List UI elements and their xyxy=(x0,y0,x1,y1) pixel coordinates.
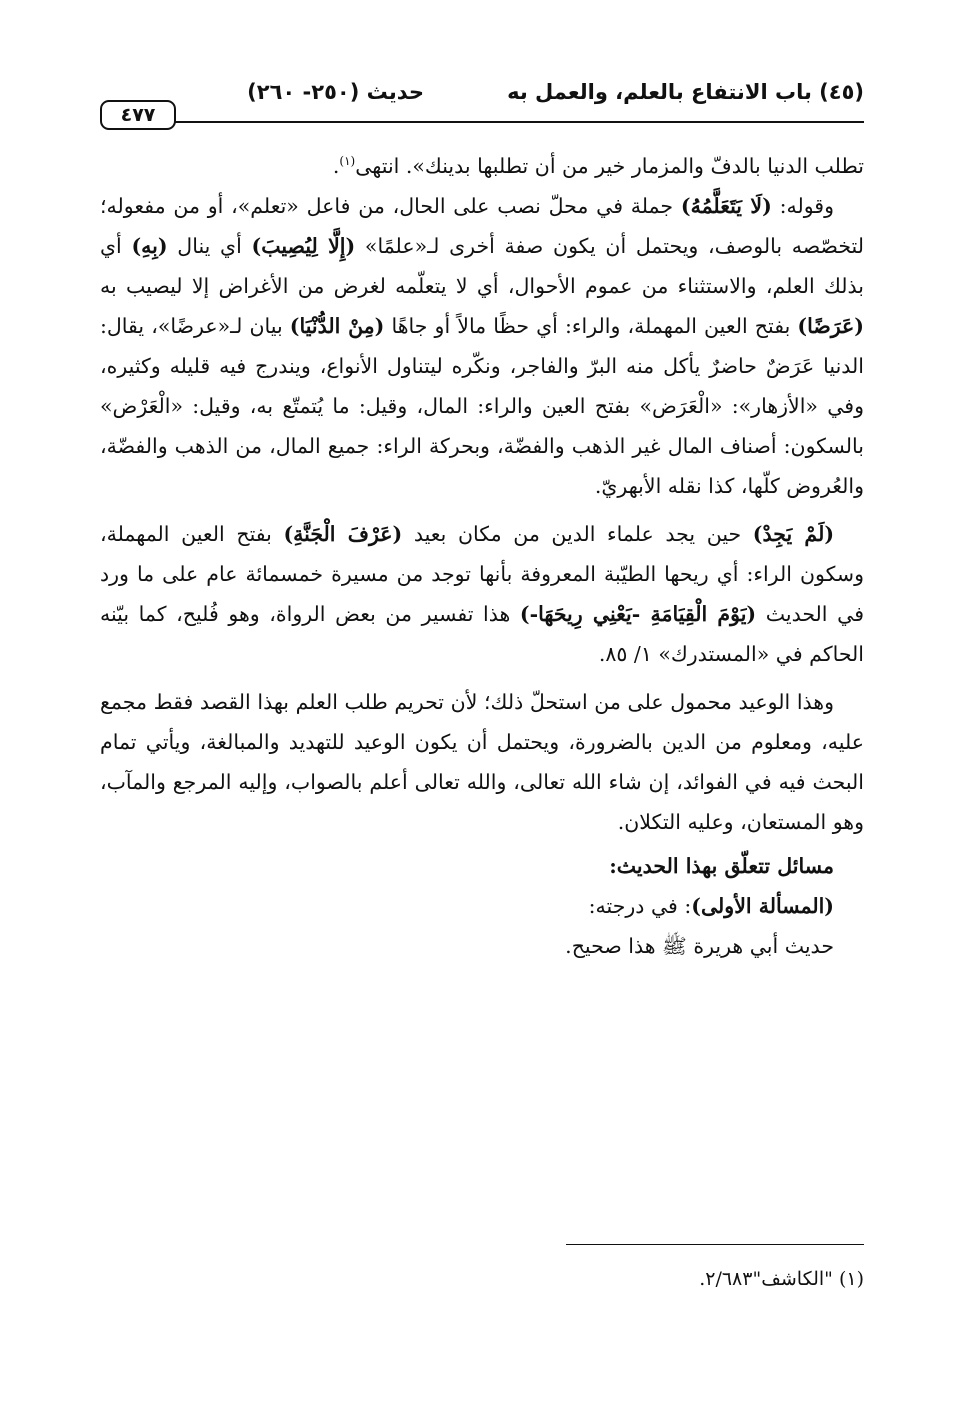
quote-illa-liyusiba: (إِلَّا لِيُصِيبَ) xyxy=(251,234,356,258)
issue-1-ruling: حديث أبي هريرة ﷺ هذا صحيح. xyxy=(565,934,834,958)
paragraph-2 xyxy=(100,186,864,506)
quote-bihi: (بِهِ) xyxy=(131,234,168,258)
chapter-title: (٤٥) باب الانتفاع بالعلم، والعمل به xyxy=(507,80,864,104)
p2-text-1: جملة في محلّ نصب على الحال، من فاعل «تعلم»، أو من مفعوله؛ لتخصّصه بالوصف، ويحتمل أن يكون صفة أخرى لـ«علمًا» xyxy=(100,194,864,258)
p2-intro: وقوله: xyxy=(771,194,834,218)
main-text xyxy=(100,146,864,966)
p2-text-5: بيان لـ«عرضًا»، يقال: الدنيا عَرَضٌ حاضرٌ يأكل منه البرّ والفاجر، ونكّره ليتناول الأنواع، ويندرج فيه قليله وكثيره، وفي «الأزهار»: «الْعَرَض» بفتح العين والراء: المال، وقيل: ما يُتمتّع به، وقيل: «الْعَرْض» بالسكون: أصناف المال غير الذهب والفضّة، وبحركة الراء: جميع المال، من الذهب والفضّة، والعُروض كلّها، كذا نقله الأبهريّ. xyxy=(100,314,864,498)
hadith-range: حديث (٢٥٠- ٢٦٠) xyxy=(247,80,424,104)
paragraph-1 xyxy=(100,146,864,186)
paragraph-4: وهذا الوعيد محمول على من استحلّ ذلك؛ لأن تحريم طلب العلم بهذا القصد فقط مجمع عليه، ومعلوم من الدين بالضرورة، ويحتمل أن يكون الوعيد للتهديد والمبالغة، ويأتي تمام البحث فيه في الفوائد، إن شاء الله تعالى، والله تعالى أعلم بالصواب، وإليه المرجع والمآب، وهو المستعان، وعليه التكلان. xyxy=(100,690,864,834)
paragraph-1-end: . xyxy=(332,154,340,178)
p2-text-2: أي ينال xyxy=(167,234,252,258)
quote-lam-yajid: (لَمْ يَجِدْ) xyxy=(752,522,835,546)
quote-la-yataallamuhu: (لَا يَتَعَلَّمُهُ) xyxy=(680,194,772,218)
p2-text-3: أي بذلك العلم، والاستثناء من عموم الأحوال، أي لا يتعلّمه لغرض من الأغراض إلا ليصيب به xyxy=(100,234,864,298)
quote-min-addunya: (مِنْ الدُّنْيَا) xyxy=(289,314,385,338)
quote-yawm-alqiyamah: (يَوْمَ الْقِيَامَةِ -يَعْنِي رِيحَهَا-) xyxy=(519,602,757,626)
issue-1 xyxy=(100,886,864,926)
section-heading: مسائل تتعلّق بهذا الحديث: xyxy=(609,854,834,878)
page-number: ٤٧٧ xyxy=(100,100,176,130)
issue-1-text: : في درجته: xyxy=(588,894,692,918)
footnote-rule xyxy=(566,1244,864,1245)
page-header xyxy=(100,78,864,126)
header-rule xyxy=(174,121,864,123)
p3-text-1: حين يجد علماء الدين من مكان بعيد xyxy=(402,522,753,546)
footnote-1: (١) "الكاشف"٢/٦٨٣. xyxy=(699,1268,864,1290)
quote-arf-aljannah: (عَرْفَ الْجَنَّةِ) xyxy=(283,522,403,546)
p3-text-2: بفتح العين المهملة، وسكون الراء: أي ريحها الطيّبة المعروفة بأنها توجد من مسيرة خمسمائة عام على ما ورد في الحديث xyxy=(100,522,864,626)
issue-1-label: (المسألة الأولى) xyxy=(691,894,834,918)
quote-aradan: (عَرَضًا) xyxy=(797,314,864,338)
p3-text-3: هذا تفسير من بعض الرواة، وهو فُليح، كما بيّنه الحاكم في «المستدرك» ١/ ٨٥. xyxy=(100,602,864,666)
paragraph-3 xyxy=(100,514,864,674)
p2-text-4: بفتح العين المهملة، والراء: أي حظًا مالاً أو جاهًا xyxy=(384,314,798,338)
paragraph-1-text: تطلب الدنيا بالدفّ والمزمار خير من أن تطلبها بدينك». انتهى xyxy=(355,154,864,178)
footnote-ref-1: (١) xyxy=(339,154,356,169)
